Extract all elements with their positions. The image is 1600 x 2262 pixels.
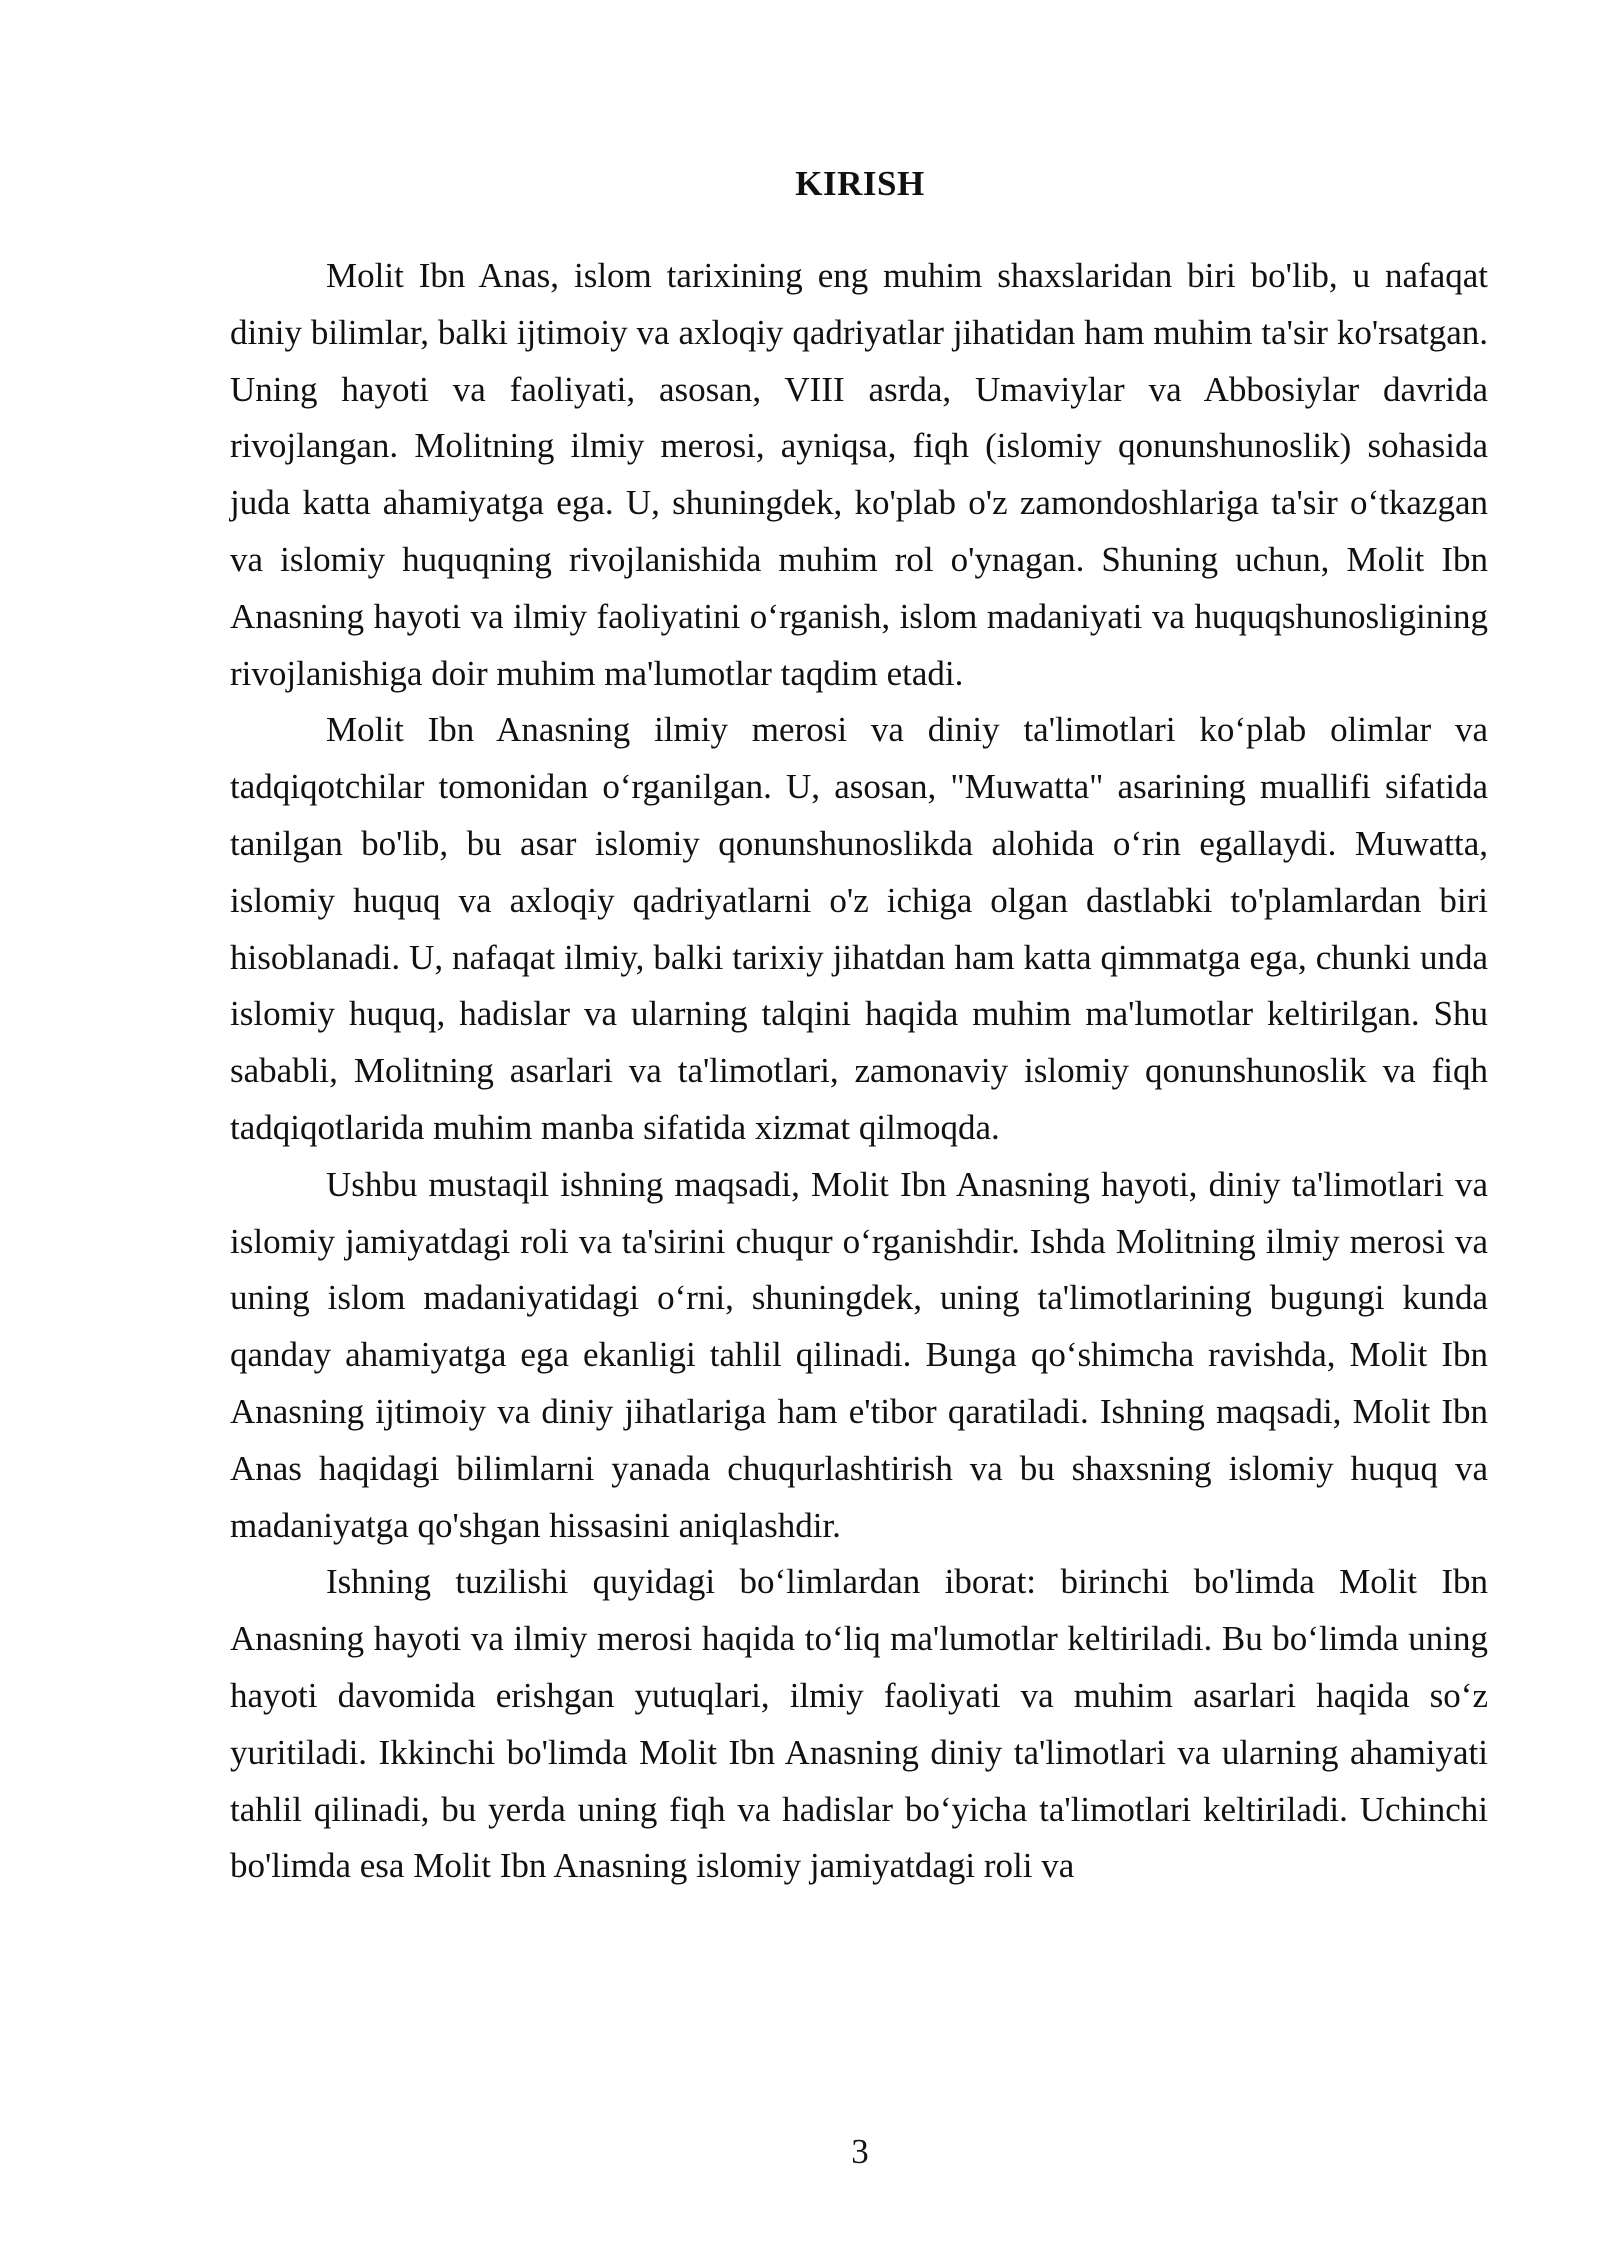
paragraph-1: Molit Ibn Anas, islom tarixining eng muhim shaxslaridan biri bo'lib, u nafaqat diniy bilimlar, balki ijtimoiy va axloqiy qadriyatlar jihatidan ham muhim ta'sir ko'rsatgan. Uning hayoti va faoliyati, asosan, VIII asrda, Umaviylar va Abbosiylar davrida rivojlangan. Molitning ilmiy merosi, ayniqsa, fiqh (islomiy qonunshunoslik) sohasida juda katta ahamiyatga ega. U, shuningdek, ko'plab o'z zamondoshlariga ta'sir o‘tkazgan va islomiy huquqning rivojlanishida muhim rol o'ynagan. Shuning uchun, Molit Ibn Anasning hayoti va ilmiy faoliyatini o‘rganish, islom madaniyati va huquqshunosligining rivojlanishiga doir muhim ma'lumotlar taqdim etadi. bbox=[230, 256, 1488, 693]
paragraph-3: Ushbu mustaqil ishning maqsadi, Molit Ibn Anasning hayoti, diniy ta'limotlari va islomiy jamiyatdagi roli va ta'sirini chuqur o‘rganishdir. Ishda Molitning ilmiy merosi va uning islom madaniyatidagi o‘rni, shuningdek, uning ta'limotlarining bugungi kunda qanday ahamiyatga ega ekanligi tahlil qilinadi. Bunga qo‘shimcha ravishda, Molit Ibn Anasning ijtimoiy va diniy jihatlariga ham e'tibor qaratiladi. Ishning maqsadi, Molit Ibn Anas haqidagi bilimlarni yanada chuqurlashtirish va bu shaxsning islomiy huquq va madaniyatga qo'shgan hissasini aniqlashdir. bbox=[230, 1164, 1488, 1545]
body-text bbox=[230, 248, 1488, 1895]
page-heading: KIRISH bbox=[795, 164, 925, 203]
page-number: 3 bbox=[851, 2132, 869, 2171]
paragraph-4: Ishning tuzilishi quyidagi bo‘limlardan iborat: birinchi bo'limda Molit Ibn Anasning hayoti va ilmiy merosi haqida to‘liq ma'lumotlar keltiriladi. Bu bo‘limda uning hayoti davomida erishgan yutuqlari, ilmiy faoliyati va muhim asarlari haqida so‘z yuritiladi. Ikkinchi bo'limda Molit Ibn Anasning diniy ta'limotlari va ularning ahamiyati tahlil qilinadi, bu yerda uning fiqh va hadislar bo‘yicha ta'limotlari keltiriladi. Uchinchi bo'limda esa Molit Ibn Anasning islomiy jamiyatdagi roli va bbox=[230, 1562, 1488, 1886]
paragraph-2: Molit Ibn Anasning ilmiy merosi va diniy ta'limotlari ko‘plab olimlar va tadqiqotchilar tomonidan o‘rganilgan. U, asosan, "Muwatta" asarining muallifi sifatida tanilgan bo'lib, bu asar islomiy qonunshunoslikda alohida o‘rin egallaydi. Muwatta, islomiy huquq va axloqiy qadriyatlarni o'z ichiga olgan dastlabki to'plamlardan biri hisoblanadi. U, nafaqat ilmiy, balki tarixiy jihatdan ham katta qimmatga ega, chunki unda islomiy huquq, hadislar va ularning talqini haqida muhim ma'lumotlar keltirilgan. Shu sababli, Molitning asarlari va ta'limotlari, zamonaviy islomiy qonunshunoslik va fiqh tadqiqotlarida muhim manba sifatida xizmat qilmoqda. bbox=[230, 710, 1488, 1147]
